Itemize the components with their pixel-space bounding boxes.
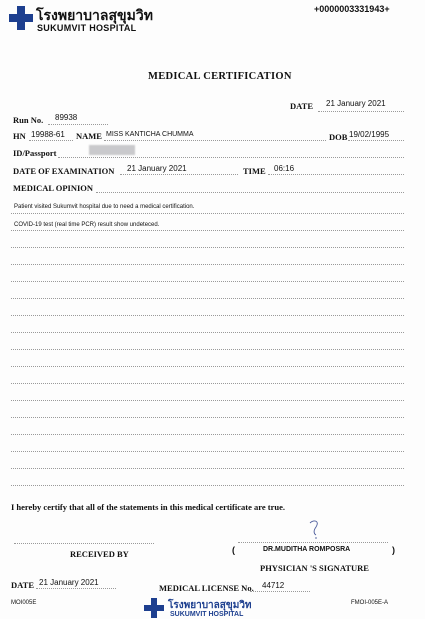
date-label: DATE: [290, 101, 313, 111]
id-passport-redacted: [89, 145, 135, 155]
physician-signature-label: PHYSICIAN 'S SIGNATURE: [260, 563, 369, 573]
time-label: TIME: [243, 166, 266, 176]
hospital-name-thai: โรงพยาบาลสุขุมวิท: [36, 7, 153, 23]
dob-label: DOB: [329, 132, 348, 142]
footer-hospital-thai: โรงพยาบาลสุขุมวิท: [168, 600, 252, 611]
run-no-label: Run No.: [13, 115, 44, 125]
name-label: NAME: [76, 131, 102, 141]
time-value: 06:16: [274, 164, 295, 173]
physician-name: DR.MUDITHA ROMPOSRA: [263, 546, 351, 553]
form-code-right: FMOI-005E-A: [351, 600, 389, 606]
physician-signature: [305, 518, 325, 540]
footer-logo: [144, 598, 164, 618]
form-code-left: MOI005E: [11, 600, 37, 606]
phone-number: +0000003331943+: [314, 4, 390, 14]
license-label: MEDICAL LICENSE No.: [159, 583, 254, 593]
opinion-line-2: COVID-19 test (real time PCR) result show undeteced.: [14, 222, 160, 228]
hospital-name-english: SUKUMVIT HOSPITAL: [37, 23, 137, 33]
bottom-date-value: 21 January 2021: [39, 578, 99, 587]
hospital-logo: [9, 6, 33, 30]
paren-open: (: [232, 545, 235, 555]
date-value: 21 January 2021: [326, 99, 386, 108]
document-title: MEDICAL CERTIFICATION: [148, 71, 292, 82]
received-by-label: RECEIVED BY: [70, 549, 129, 559]
license-value: 44712: [262, 581, 285, 590]
name-value: MISS KANTICHA CHUMMA: [106, 131, 194, 138]
hn-value: 19988-61: [31, 130, 65, 139]
run-no-value: 89938: [55, 113, 78, 122]
id-passport-label: ID/Passport: [13, 148, 57, 158]
bottom-date-label: DATE: [11, 580, 34, 590]
certification-statement: I hereby certify that all of the statements in this medical certificate are true.: [11, 502, 285, 512]
exam-date-label: DATE OF EXAMINATION: [13, 166, 115, 176]
dob-value: 19/02/1995: [349, 130, 390, 139]
opinion-line-1: Patient visited Sukumvit hospital due to need a medical certification.: [14, 204, 195, 210]
exam-date-value: 21 January 2021: [127, 164, 187, 173]
paren-close: ): [392, 545, 395, 555]
hn-label: HN: [13, 131, 26, 141]
footer-hospital-english: SUKUMVIT HOSPITAL: [170, 611, 244, 618]
medical-opinion-label: MEDICAL OPINION: [13, 183, 94, 193]
